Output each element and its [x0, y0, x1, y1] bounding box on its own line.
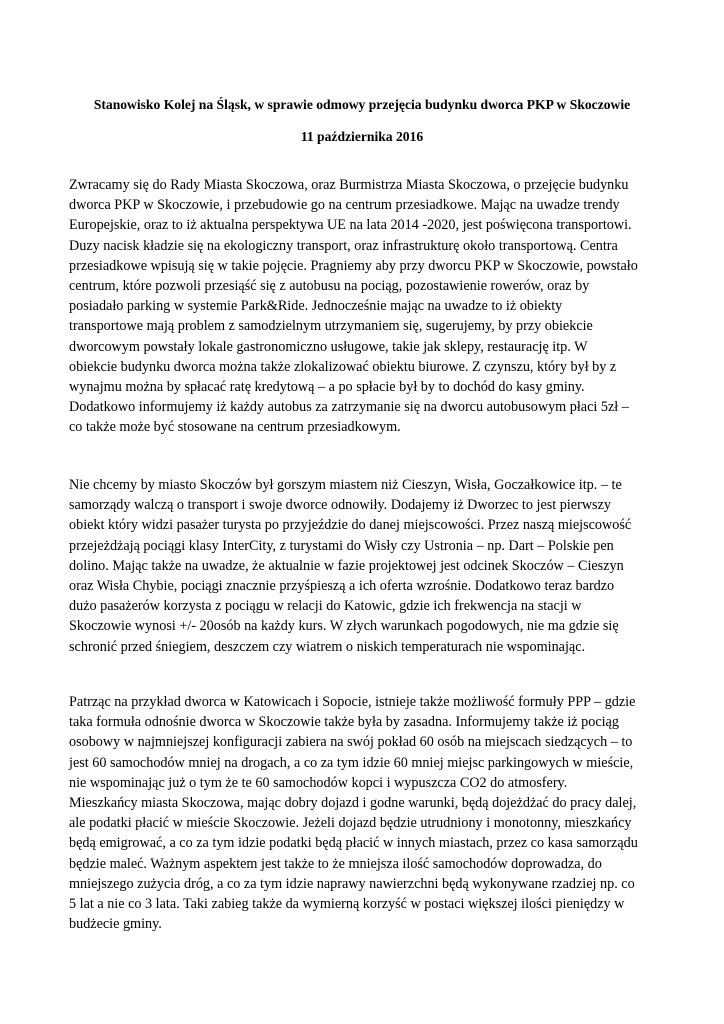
- text-line: budżecie gminy.: [69, 916, 162, 933]
- text-line: wynajmu można by spłacać ratę kredytową – a po spłacie był by to dochód do kasy gminy.: [69, 379, 585, 396]
- text-line: 5 lat a nie co 3 lata. Taki zabieg także da wymierną korzyść w postaci większej ilości pieniędzy w: [69, 896, 625, 913]
- text-line: transportowe mają problem z samodzielnym utrzymaniem się, sugerujemy, by przy obiekcie: [69, 318, 593, 335]
- text-line: ale podatki płacić w mieście Skoczowie. Jeżeli dojazd będzie utrudniony i monotonny, mieszkańcy: [69, 815, 632, 832]
- paragraph-2: [69, 475, 669, 657]
- document-title: Stanowisko Kolej na Śląsk, w sprawie odmowy przejęcia budynku dworca PKP w Skoczowie: [93, 97, 631, 112]
- text-line: Duzy nacisk kładzie się na ekologiczny transport, oraz infrastrukturę około transportową. Centra: [69, 237, 618, 254]
- text-line: Dodatkowo informujemy iż każdy autobus za zatrzymanie się na dworcu autobusowym płaci 5zł –: [69, 399, 629, 416]
- text-line: co także może być stosowane na centrum przesiadkowym.: [69, 419, 401, 436]
- text-line: będą emigrować, a co za tym idzie podatki będą płacić w innych miastach, przez co kasa samorządu: [69, 835, 638, 852]
- paragraph-3: [69, 692, 669, 934]
- text-line: przejeżdżają pociągi klasy InterCity, z turystami do Wisły czy Ustronia – np. Dart – Polskie pen: [69, 537, 614, 554]
- text-line: dworca PKP w Skoczowie, i przebudowie go na centrum przesiadkowe. Mając na uwadze trendy: [69, 197, 620, 214]
- text-line: osobowy w najmniejszej konfiguracji zabiera na swój pokład 60 osób na miejscach siedzących – to: [69, 734, 633, 751]
- text-line: obiekcie budynku dworca można także zlokalizować obiektu biurowe. Z czynszu, który był by z: [69, 358, 617, 375]
- text-line: dworcowym powstały lokale gastronomiczno usługowe, takie jak sklepy, restaurację itp. W: [69, 338, 588, 355]
- text-line: przesiadkowe wpisują się w takie pojęcie. Pragniemy aby przy dworcu PKP w Skoczowie, powstało: [69, 257, 638, 274]
- text-line: posiadało parking w systemie Park&Ride. Jednocześnie mając na uwadze to iż obiekty: [69, 298, 563, 315]
- text-line: centrum, które pozwoli przesiąść się z autobusu na pociąg, pozostawienie rowerów, oraz by: [69, 278, 590, 295]
- text-line: Skoczowie wynosi +/- 20osób na każdy kurs. W złych warunkach pogodowych, nie ma gdzie się: [69, 618, 619, 635]
- text-line: dużo pasażerów korzysta z pociągu w relacji do Katowic, gdzie ich frekwencja na stacji w: [69, 598, 582, 615]
- text-line: nie wspominając już o tym że te 60 samochodów kopci i wypuszcza CO2 do atmosfery.: [69, 774, 568, 791]
- text-line: oraz Wisła Chybie, pociągi znacznie przyśpieszą a ich oferta wzrośnie. Dodatkowo teraz bardzo: [69, 578, 615, 595]
- text-line: będzie maleć. Ważnym aspektem jest także to że mniejsza ilość samochodów doprowadza, do: [69, 855, 602, 872]
- text-line: Patrząc na przykład dworca w Katowicach i Sopocie, istnieje także możliwość formuły PPP – gdzie: [69, 694, 636, 710]
- text-line: obiekt który widzi pasażer turysta po przyjeździe do danej miejscowości. Przez naszą miejscowość: [69, 517, 632, 534]
- text-line: Europejskie, oraz to iż aktualna perspektywa UE na lata 2014 -2020, jest poświęcona transportowi.: [69, 217, 632, 234]
- document-date: 11 października 2016: [300, 129, 424, 144]
- text-line: schronić przed śniegiem, deszczem czy wiatrem o niskich temperaturach nie wspominając.: [69, 638, 586, 655]
- paragraph-1: [69, 175, 669, 438]
- text-line: taka formuła odnośnie dworca w Skoczowie także była by zasadna. Informujemy także iż pociąg: [69, 714, 619, 731]
- text-line: mniejszego zużycia dróg, a co za tym idzie naprawy nawierzchni będą wykonywane rzadziej np. co: [69, 875, 635, 892]
- text-line: jest 60 samochodów mniej na drogach, a co za tym idzie 60 mniej miejsc parkingowych w mieście,: [69, 754, 634, 771]
- text-line: dolino. Mając także na uwadze, że aktualnie w fazie projektowej jest odcinek Skoczów – Cieszyn: [69, 557, 624, 574]
- text-line: Nie chcemy by miasto Skoczów był gorszym miastem niż Cieszyn, Wisła, Goczałkowice itp. – te: [69, 477, 622, 493]
- text-line: Zwracamy się do Rady Miasta Skoczowa, oraz Burmistrza Miasta Skoczowa, o przejęcie budynku: [69, 177, 629, 193]
- text-line: samorządy walczą o transport i swoje dworce odnowiły. Dodajemy iż Dworzec to jest pierwszy: [69, 497, 611, 514]
- text-line: Mieszkańcy miasta Skoczowa, mając dobry dojazd i godne warunki, będą dojeżdżać do pracy dalej,: [69, 795, 637, 812]
